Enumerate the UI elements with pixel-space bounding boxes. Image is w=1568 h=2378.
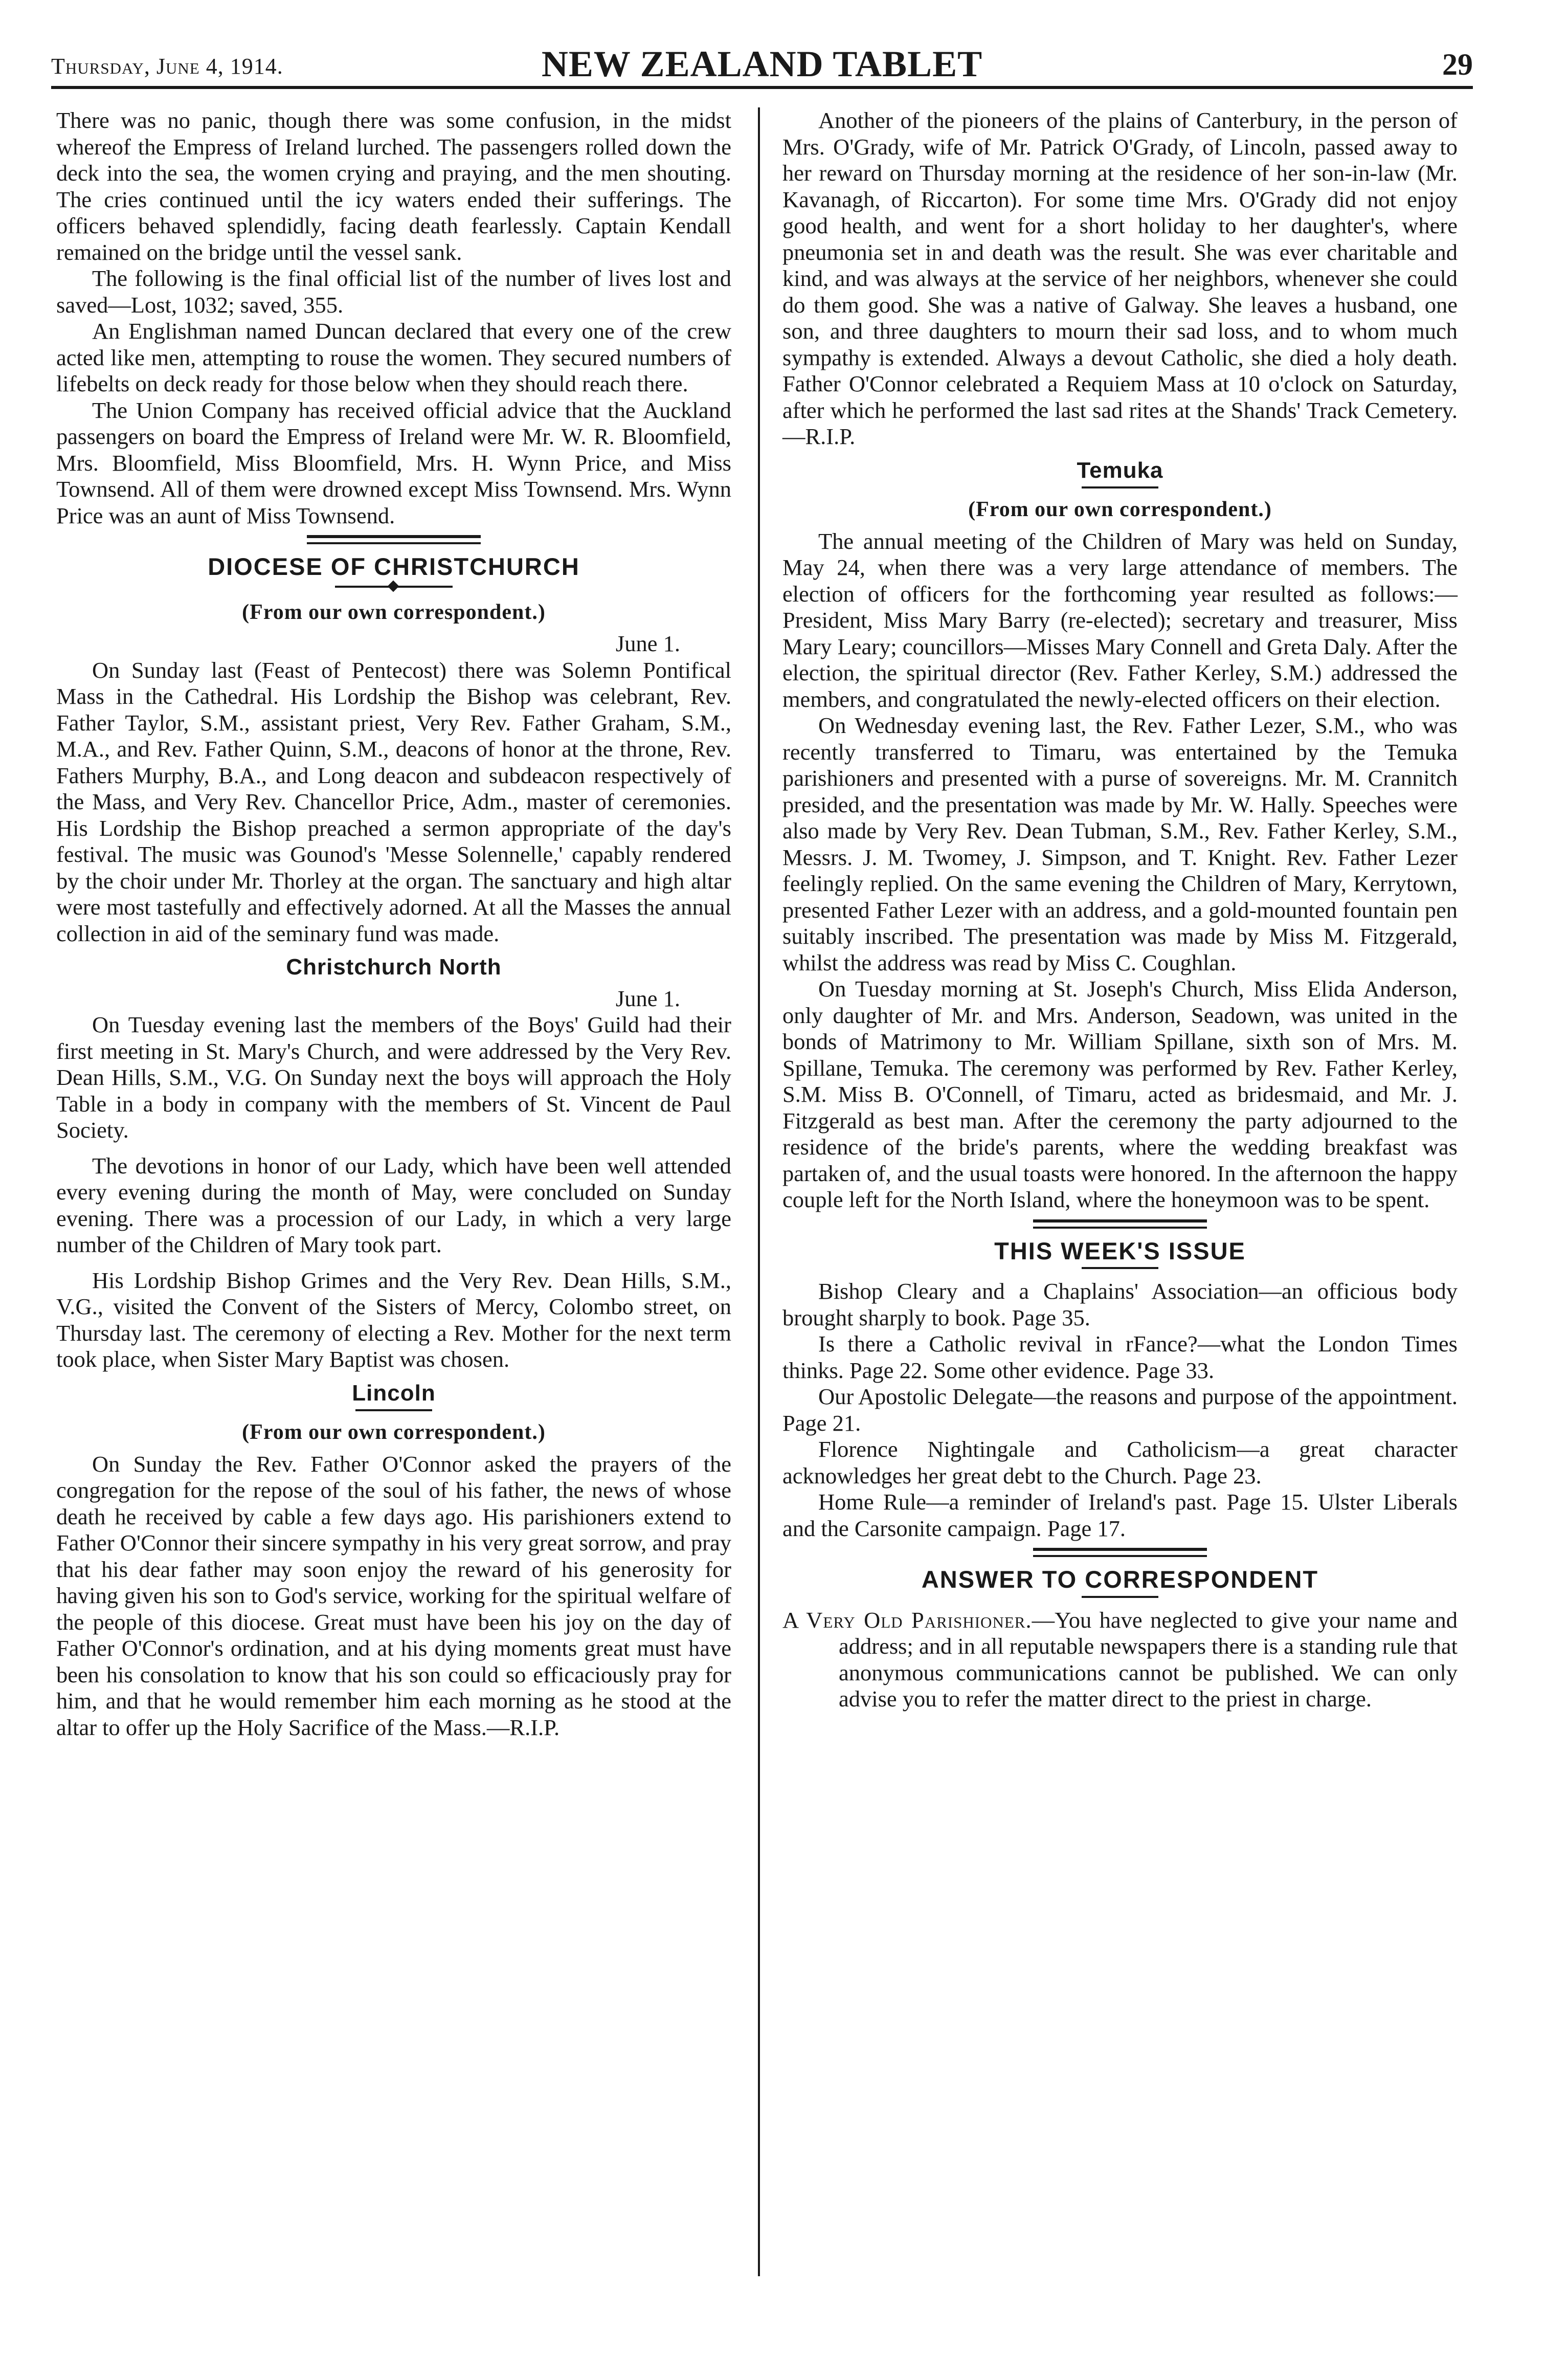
left-column [56, 107, 731, 1741]
christchurch-north-paragraph: On Tuesday evening last the members of the Boys' Guild had their first meeting in St. Mary's Church, and were addressed by the Very Rev. Dean Hills, S.M., V.G. On Sunday next the boys will approach the Holy Table in a body in company with the members of St. Vincent de Paul Society. [56, 1012, 731, 1143]
temuka-paragraph: The annual meeting of the Children of Mary was held on Sunday, May 24, when there was a very large attendance of members. The election of officers for the forthcoming year resulted as follows:—President, Miss Mary Barry (re-elected); secretary and treasurer, Miss Mary Leary; councillors—Misses Mary Connell and Greta Daly. After the election, the spiritual director (Rev. Father Kerley, S.M.) addressed the members, and congratulated the newly-elected officers on their election. [782, 528, 1458, 712]
temuka-paragraph: On Wednesday evening last, the Rev. Father Lezer, S.M., who was recently transferred to Timaru, was entertained by the Temuka parishioners and presented with a purse of sovereigns. Mr. M. Crannitch presided, and the presentation was made by Mr. W. Hally. Speeches were also made by Very Rev. Dean Tubman, S.M., Rev. Father Kerley, S.M., Messrs. J. M. Twomey, J. Simpson, and T. Knight. Rev. Father Lezer feelingly replied. On the same evening the Children of Mary, Kerrytown, presented Father Lezer with an address, and a gold-mounted fountain pen suitably inscribed. The presentation was made by Miss M. Fitzgerald, whilst the address was read by Miss C. Coughlan. [782, 713, 1458, 975]
page-header [51, 43, 1473, 84]
column-divider [758, 107, 760, 2276]
issue-item: Florence Nightingale and Catholicism—a great character acknowledges her great debt to the Church. Page 23. [782, 1436, 1458, 1488]
issue-item: Home Rule—a reminder of Ireland's past. Page 15. Ulster Liberals and the Carsonite campaign. Page 17. [782, 1489, 1458, 1541]
temuka-paragraph: On Tuesday morning at St. Joseph's Church, Miss Elida Anderson, only daughter of Mr. and Mrs. Anderson, Seadown, was united in the bonds of Matrimony to Mr. William Spillane, sixth son of Mrs. M. Spillane, Temuka. The ceremony was performed by Rev. Father Kerley, S.M. Miss B. O'Connell, of Timaru, acted as bridesmaid, and Mr. J. Fitzgerald as best man. After the ceremony the party adjourned to the residence of the bride's parents, where the wedding breakfast was partaken of, and the usual toasts were honored. In the afternoon the happy couple left for the North Island, where the honeymoon was to be spent. [782, 976, 1458, 1212]
diocese-correspondent: (From our own correspondent.) [242, 600, 546, 624]
lincoln-paragraph: On Sunday the Rev. Father O'Connor asked the prayers of the congregation for the repose of the soul of his father, the news of whose death he received by cable a few days ago. His parishioners extend to Father O'Connor their sincere sympathy in his very great sorrow, and pray that his dear father may soon enjoy the reward of his generosity for having given his son to God's service, working for the spiritual welfare of the people of this diocese. Great must have been his joy on the day of Father O'Connor's ordination, and at his dying moments great must have been his consolation to know that his son could so efficaciously pray for him, and that he would remember him each morning as he stood at the altar to offer up the Holy Sacrifice of the Mass.—R.I.P. [56, 1451, 732, 1740]
answer-heading: ANSWER TO CORRESPONDENT [921, 1566, 1319, 1593]
heading-underline [1082, 1596, 1158, 1598]
empress-paragraph: An Englishman named Duncan declared that every one of the crew acted like men, attempting to rouse the women. They secured numbers of lifebelts on deck ready for those below when they should reach there. [56, 318, 731, 396]
answer-text: —You have neglected to give your name and address; and in all reputable newspapers there is a standing rule that anonymous communications cannot be published. We can only advise you to refer the matter direct to the priest in charge. [839, 1607, 1458, 1712]
issue-item: Bishop Cleary and a Chaplains' Association—an officious body brought sharply to book. Page 35. [782, 1278, 1458, 1330]
issue-item: Is there a Catholic revival in rFance?—what the London Times thinks. Page 22. Some other evidence. Page 33. [782, 1331, 1458, 1383]
section-divider [307, 535, 481, 544]
issue-item: Our Apostolic Delegate—the reasons and purpose of the appointment. Page 21. [782, 1384, 1458, 1436]
ogrady-paragraph: Another of the pioneers of the plains of Canterbury, in the person of Mrs. O'Grady, wife of Mr. Patrick O'Grady, of Lincoln, passed away to her reward on Thursday morning at the residence of her son-in-law (Mr. Kavanagh, of Riccarton). For some time Mrs. O'Grady did not enjoy good health, and went for a short holiday to her daughter's, where pneumonia set in and death was the result. She was ever charitable and kind, and was always at the service of her neighbors, whenever she could do them good. She was a native of Galway. She leaves a husband, one son, and three daughters to mourn their sad loss, and to whom much sympathy is extended. Always a devout Catholic, she died a holy death. Father O'Connor celebrated a Requiem Mass at 10 o'clock on Saturday, after which he performed the last sad rites at the Shands' Track Cemetery.—R.I.P. [782, 107, 1458, 449]
answer-paragraph [782, 1607, 1458, 1713]
diocese-heading: DIOCESE OF CHRISTCHURCH [208, 553, 580, 580]
christchurch-north-paragraph: His Lordship Bishop Grimes and the Very Rev. Dean Hills, S.M., V.G., visited the Convent of the Sisters of Mercy, Colombo street, on Thursday last. The ceremony of electing a Rev. Mother for the next term took place, when Sister Mary Baptist was chosen. [56, 1267, 731, 1372]
empress-paragraph: There was no panic, though there was some confusion, in the midst whereof the Empress of Ireland lurched. The passengers rolled down the deck into the sea, the women crying and praying, and the men shouting. The cries continued until the icy waters ended their sufferings. The officers behaved splendidly, facing death fearlessly. Captain Kendall remained on the bridge until the vessel sank. [56, 107, 731, 265]
answer-addressee: A Very Old Parishioner. [782, 1607, 1032, 1633]
page-number: 29 [1442, 48, 1473, 81]
ornament-rule [335, 582, 453, 591]
header-rule [51, 86, 1473, 89]
heading-underline [1082, 1267, 1158, 1269]
masthead-title: NEW ZEALAND TABLET [541, 43, 983, 84]
section-divider [1033, 1219, 1207, 1229]
empress-paragraph: The Union Company has received official advice that the Auckland passengers on board the Empress of Ireland were Mr. W. R. Bloomfield, Mrs. Bloomfield, Miss Bloomfield, Mrs. H. Wynn Price, and Miss Townsend. All of them were drowned except Miss Townsend. Mrs. Wynn Price was an aunt of Miss Townsend. [56, 397, 731, 528]
christchurch-north-paragraph: The devotions in honor of our Lady, which have been well attended every evening during the month of May, were concluded on Sunday evening. There was a procession of our Lady, in which a very large number of the Children of Mary took part. [56, 1152, 731, 1257]
this-week-heading: THIS WEEK'S ISSUE [994, 1237, 1246, 1264]
diocese-paragraph: On Sunday last (Feast of Pentecost) there was Solemn Pontifical Mass in the Cathedral. His Lordship the Bishop was celebrant, Rev. Father Taylor, S.M., assistant priest, Very Rev. Father Graham, S.M., M.A., and Rev. Father Quinn, S.M., deacons of honor at the throne, Rev. Fathers Murphy, B.A., and Long deacon and subdeacon respectively of the Mass, and Very Rev. Chancellor Price, Adm., master of ceremonies. His Lordship the Bishop preached a sermon appropriate of the day's festival. The music was Gounod's 'Messe Solennelle,' capably rendered by the choir under Mr. Thorley at the organ. The sanctuary and high altar were most tastefully and effectively adorned. At all the Masses the annual collection in aid of the seminary fund was made. [56, 657, 731, 946]
lincoln-heading: Lincoln [352, 1380, 436, 1406]
heading-underline [355, 1409, 432, 1411]
diocese-dateline: June 1. [615, 631, 680, 656]
section-divider [1033, 1548, 1207, 1557]
christchurch-north-dateline: June 1. [615, 985, 680, 1011]
empress-paragraph: The following is the final official list of the number of lives lost and saved—Lost, 1032; saved, 355. [56, 265, 731, 318]
lincoln-correspondent: (From our own correspondent.) [242, 1420, 546, 1444]
temuka-heading: Temuka [1077, 457, 1163, 483]
issue-date: Thursday, June 4, 1914. [51, 54, 283, 79]
right-column [782, 107, 1458, 1713]
christchurch-north-heading: Christchurch North [286, 954, 502, 980]
temuka-correspondent: (From our own correspondent.) [968, 498, 1272, 521]
heading-underline [1082, 486, 1158, 488]
